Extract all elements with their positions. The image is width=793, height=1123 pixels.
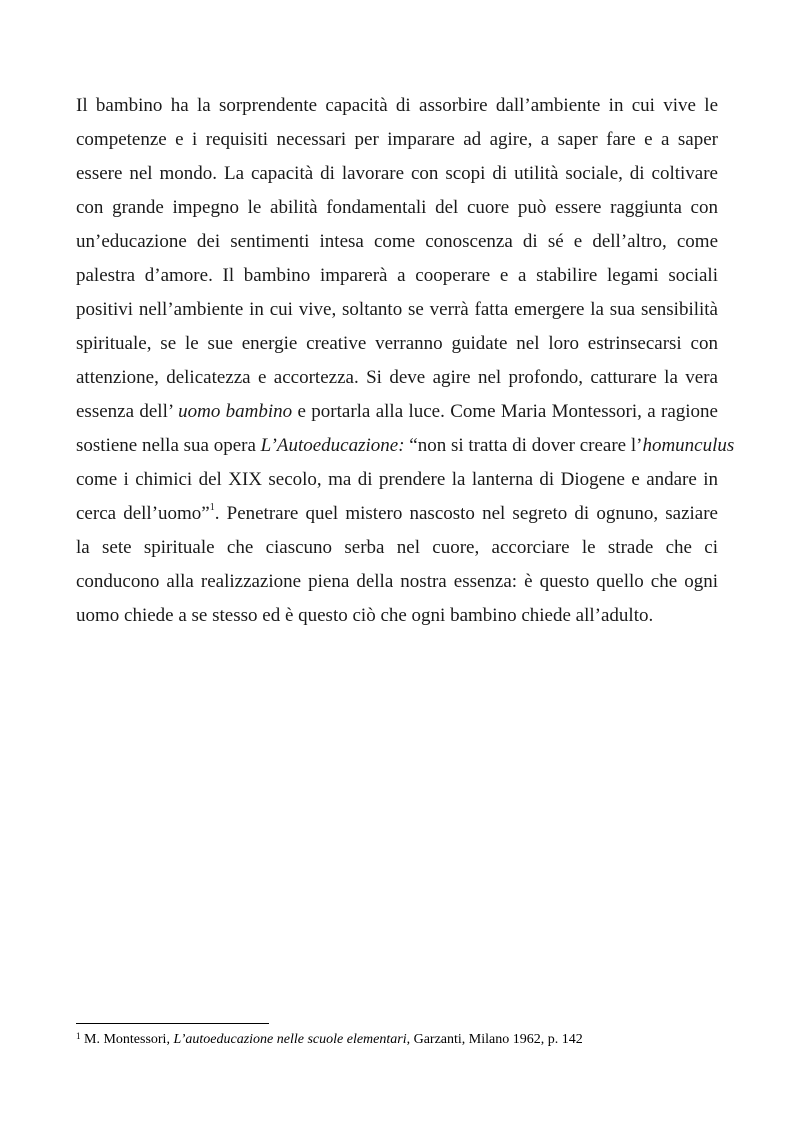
footnote: $^1$ M. Montessori, L’autoeducazione nelle scuole elementari, Garzanti, Milano 1962, p. 142 bbox=[76, 1031, 583, 1047]
book-title: L’Autoeducazione: bbox=[260, 435, 405, 456]
body-line: un’educazione dei sentimenti intesa come conoscenza di sé e dell’altro, come bbox=[76, 231, 718, 252]
body-line: positivi nell’ambiente in cui vive, soltanto se verrà fatta emergere la sua sensibilità bbox=[76, 299, 718, 320]
body-line: attenzione, delicatezza e accortezza. Si deve agire nel profondo, catturare la vera bbox=[76, 367, 718, 388]
footnote-divider bbox=[76, 1023, 269, 1024]
body-line: la sete spirituale che ciascuno serba nel cuore, accorciare le strade che ci bbox=[76, 537, 718, 558]
body-line: essenza dell’ uomo bambino e portarla alla luce. Come Maria Montessori, a ragione bbox=[76, 401, 718, 422]
body-line: cerca dell’uomo”$^1$. Penetrare quel mistero nascosto nel segreto di ognuno, saziare bbox=[76, 502, 718, 524]
body-line: uomo chiede a se stesso ed è questo ciò che ogni bambino chiede all’adulto. bbox=[76, 605, 654, 626]
body-line: con grande impegno le abilità fondamentali del cuore può essere raggiunta con bbox=[76, 197, 718, 218]
body-line: palestra d’amore. Il bambino imparerà a cooperare e a stabilire legami sociali bbox=[76, 265, 718, 286]
footnote-number: 1 bbox=[76, 1031, 81, 1041]
italic-term: homunculus bbox=[642, 435, 735, 456]
body-line: essere nel mondo. La capacità di lavorare con scopi di utilità sociale, di coltivare bbox=[76, 163, 718, 184]
body-line: come i chimici del XIX secolo, ma di prendere la lanterna di Diogene e andare in bbox=[76, 469, 718, 490]
body-line: competenze e i requisiti necessari per imparare ad agire, a saper fare e a saper bbox=[76, 129, 718, 150]
body-line: sostiene nella sua opera L’Autoeducazione: “non si tratta di dover creare l’homunculus bbox=[76, 435, 735, 456]
body-line: Il bambino ha la sorprendente capacità di assorbire dall’ambiente in cui vive le bbox=[76, 95, 718, 116]
body-line: conducono alla realizzazione piena della nostra essenza: è questo quello che ogni bbox=[76, 571, 718, 592]
footnote-reference[interactable]: 1 bbox=[209, 502, 215, 513]
body-line: spirituale, se le sue energie creative verranno guidate nel loro estrinsecarsi con bbox=[76, 333, 718, 354]
footnote-book-title: L’autoeducazione nelle scuole elementari bbox=[173, 1032, 407, 1047]
italic-phrase: uomo bambino bbox=[178, 401, 293, 422]
